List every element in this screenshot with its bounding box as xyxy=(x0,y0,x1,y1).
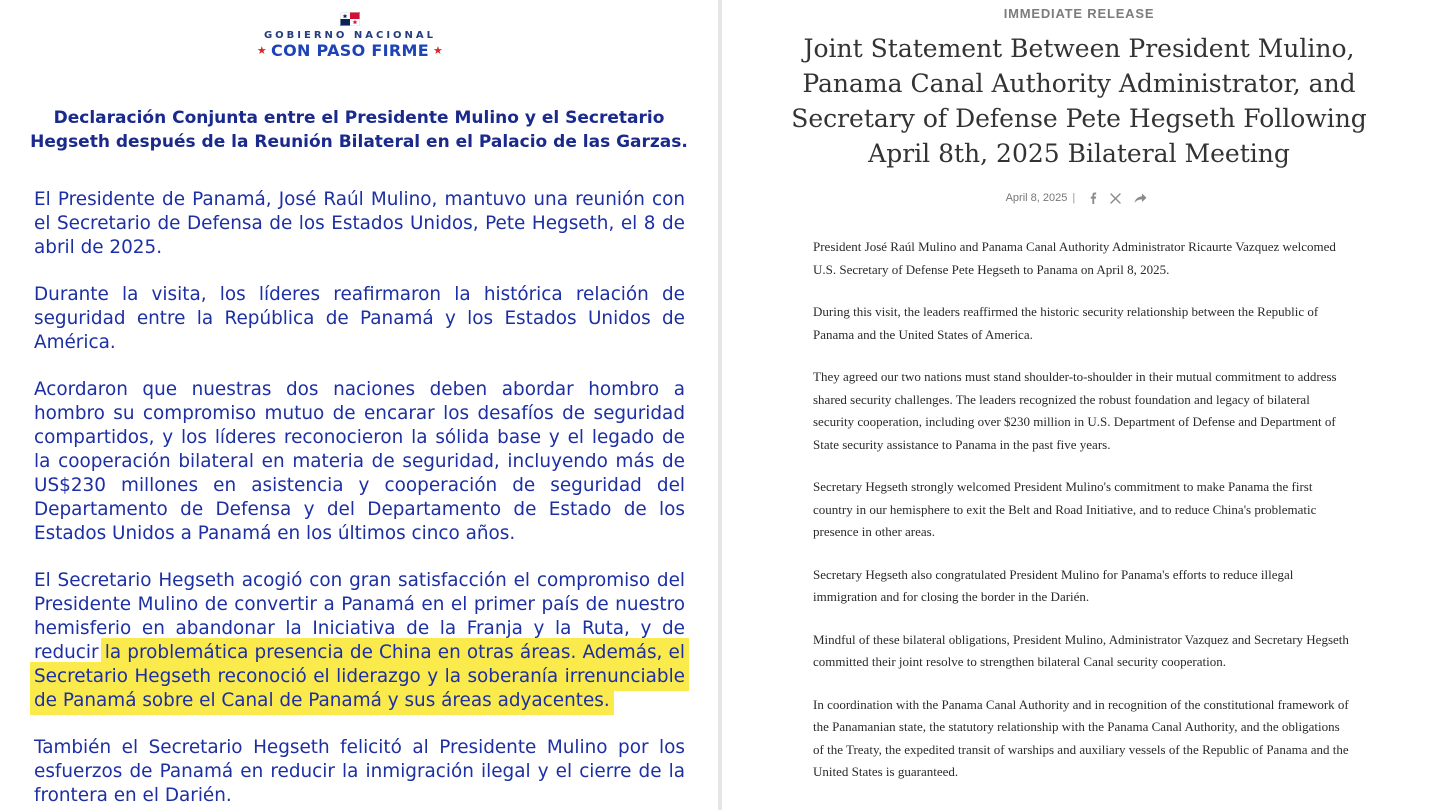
english-paragraph: They agreed our two nations must stand shoulder-to-shoulder in their mutual commitment to address shared security challenges. The leaders recognized the robust foundation and legacy of bilateral security cooperation, including over $230 million in U.S. Department of Defense and Department of State security assistance to Panama in the past five years. xyxy=(813,369,1337,452)
x-icon[interactable] xyxy=(1110,193,1121,204)
english-paragraph: Secretary Hegseth strongly welcomed President Mulino's commitment to make Panama the first country in our hemisphere to exit the Belt and Road Initiative, and to reduce China's problematic presence in other areas. xyxy=(813,479,1317,539)
logo-slogan xyxy=(250,42,450,60)
spanish-heading: Declaración Conjunta entre el Presidente Mulino y el Secretario Hegseth después de la Reunión Bilateral en el Palacio de las Garzas. xyxy=(30,108,688,152)
release-label: IMMEDIATE RELEASE xyxy=(1003,6,1155,21)
publish-date: April 8, 2025 xyxy=(1005,192,1068,204)
spanish-paragraph: Durante la visita, los líderes reafirmaron la histórica relación de seguridad entre la República de Panamá y los Estados Unidos de América. xyxy=(34,284,685,353)
page-title: Joint Statement Between President Mulino, Panama Canal Authority Administrator, and Secretary of Defense Pete Hegseth Following April 8th, 2025 Bilateral Meeting xyxy=(791,34,1367,168)
spanish-body xyxy=(34,188,685,810)
logo-slogan-text: CON PASO FIRME xyxy=(271,41,429,60)
gobierno-logo xyxy=(250,12,450,60)
english-paragraph: Mindful of these bilateral obligations, President Mulino, Administrator Vazquez and Secretary Hegseth committed their joint resolve to strengthen bilateral Canal security cooperation. xyxy=(813,631,1349,669)
spanish-paragraph: Acordaron que nuestras dos naciones deben abordar hombro a hombro su compromiso mutuo de encarar los desafíos de seguridad compartidos, y los líderes reconocieron la sólida base y el legado de la cooperación bilateral en materia de seguridad, incluyendo más de US$230 millones en asistencia y cooperación de seguridad del Departamento de Defensa y del Departamento de Estado de los Estados Unidos a Panamá en los últimos cinco años. xyxy=(34,379,685,544)
english-statement-panel xyxy=(722,0,1440,810)
spanish-paragraph: El Presidente de Panamá, José Raúl Mulino, mantuvo una reunión con el Secretario de Defensa de los Estados Unidos, Pete Hegseth, el 8 de abril de 2025. xyxy=(34,189,685,258)
english-paragraph: Secretary Hegseth also congratulated President Mulino for Panama's efforts to reduce illegal immigration and for closing the border in the Darién. xyxy=(813,566,1294,604)
highlighted-text: la problemática presencia de China en otras áreas. Además, el Secretario Hegseth reconoció el liderazgo y la soberanía irrenunciable de Panamá sobre el Canal de Panamá y sus áreas adyacentes. xyxy=(34,642,685,711)
spanish-statement-panel xyxy=(0,0,718,810)
logo-government-text: GOBIERNO NACIONAL xyxy=(263,30,437,41)
share-icon[interactable] xyxy=(1134,193,1147,204)
article-meta xyxy=(722,190,1436,206)
spanish-paragraph-plain-part: El Secretario Hegseth acogió con gran satisfacción el compromiso del Presidente Mulino de convertir a Panamá en el primer país de nuestro hemisferio en abandonar la Iniciativa de la Franja y la Ruta, y de reducir xyxy=(34,570,685,663)
meta-separator: | xyxy=(1072,192,1076,204)
english-body xyxy=(813,236,1349,804)
star-icon: ★ xyxy=(432,44,444,57)
english-paragraph: During this visit, the leaders reaffirmed the historic security relationship between the Republic of Panama and the United States of America. xyxy=(813,304,1319,342)
star-icon: ★ xyxy=(256,44,268,57)
spanish-paragraph: También el Secretario Hegseth felicitó al Presidente Mulino por los esfuerzos de Panamá en reducir la inmigración ilegal y el cierre de la frontera en el Darién. xyxy=(34,737,685,806)
spanish-paragraph-highlighted xyxy=(34,569,685,713)
english-paragraph: President José Raúl Mulino and Panama Canal Authority Administrator Ricaurte Vazquez welcomed U.S. Secretary of Defense Pete Hegseth to Panama on April 8, 2025. xyxy=(813,239,1336,277)
facebook-icon[interactable] xyxy=(1089,192,1097,204)
panama-flag-icon xyxy=(340,12,360,26)
english-paragraph: In coordination with the Panama Canal Authority and in recognition of the constitutional framework of the Panamanian state, the statutory relationship with the Panama Canal Authority, and the obligations of the Treaty, the expedited transit of warships and auxiliary vessels of the Republic of Panama and the United States is guaranteed. xyxy=(813,696,1349,779)
